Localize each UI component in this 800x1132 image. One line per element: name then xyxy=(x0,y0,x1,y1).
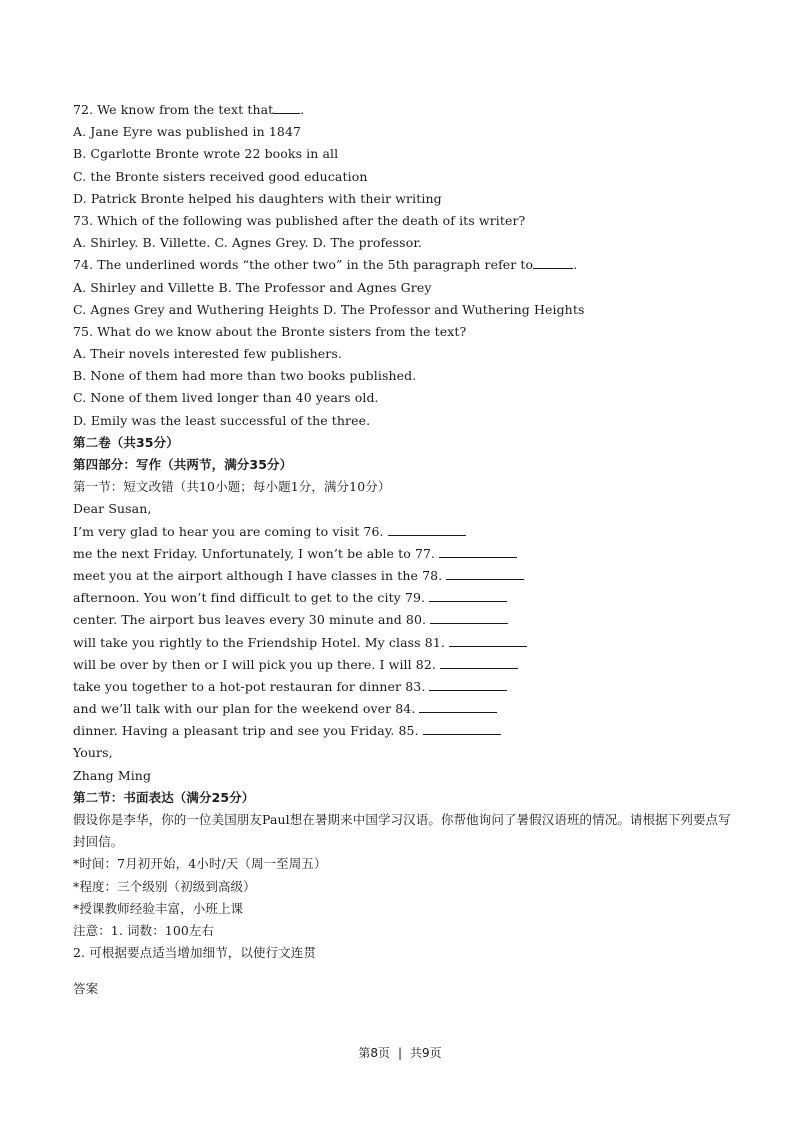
question-74-end: . xyxy=(573,257,578,273)
writing-point-3: *授课教师经验丰富，小班上课 xyxy=(73,900,244,916)
writing-point-1: *时间：7月初开始，4小时/天（周一至周五） xyxy=(73,856,327,872)
spacer xyxy=(73,964,738,978)
answer-blank xyxy=(533,256,573,269)
answer-blank xyxy=(439,545,517,558)
footer-separator: | xyxy=(397,1046,403,1060)
volume-2-heading: 第二卷（共35分） xyxy=(73,434,179,450)
question-75: 75. What do we know about the Bronte sisters from the text? xyxy=(73,323,467,339)
page-number: 第8页 xyxy=(358,1046,390,1060)
writing-note-1: 注意：1. 词数：100左右 xyxy=(73,922,215,938)
writing-point-2: *程度：三个级别（初级到高级） xyxy=(73,878,256,894)
writing-note-2: 2. 可根据要点适当增加细节，以使行文连贯 xyxy=(73,945,317,961)
letter-line-text: will be over by then or I will pick you up there. I will 82. xyxy=(73,656,436,672)
letter-line xyxy=(73,521,738,543)
page-footer xyxy=(0,1044,800,1061)
letter-line xyxy=(73,654,738,676)
letter-line xyxy=(73,632,738,654)
letter-line xyxy=(73,720,738,742)
question-74 xyxy=(73,254,738,276)
letter-line xyxy=(73,698,738,720)
answer-label: 答案 xyxy=(73,981,99,997)
section-1-heading: 第一节：短文改错（共10小题；每小题1分，满分10分） xyxy=(73,479,391,495)
options-73: A. Shirley. B. Villette. C. Agnes Grey. D. The professor. xyxy=(73,235,423,251)
answer-blank xyxy=(449,634,527,647)
option-75-d: D. Emily was the least successful of the three. xyxy=(73,412,371,428)
options-74-cd: C. Agnes Grey and Wuthering Heights D. The Professor and Wuthering Heights xyxy=(73,301,585,317)
letter-line-text: meet you at the airport although I have classes in the 78. xyxy=(73,567,443,583)
answer-blank xyxy=(429,678,507,691)
letter-salutation: Dear Susan, xyxy=(73,501,152,517)
letter-closing: Yours, xyxy=(73,745,113,761)
letter-line xyxy=(73,676,738,698)
letter-line xyxy=(73,543,738,565)
question-74-text: 74. The underlined words “the other two” in the 5th paragraph refer to xyxy=(73,257,534,273)
answer-blank xyxy=(429,589,507,602)
question-73: 73. Which of the following was published after the death of its writer? xyxy=(73,212,526,228)
question-72-end: . xyxy=(300,102,305,117)
option-72-c: C. the Bronte sisters received good education xyxy=(73,168,368,184)
letter-line-text: take you together to a hot-pot restauran for dinner 83. xyxy=(73,678,426,694)
page-content xyxy=(73,99,738,1001)
options-74-ab: A. Shirley and Villette B. The Professor and Agnes Grey xyxy=(73,279,432,295)
option-72-b: B. Cgarlotte Bronte wrote 22 books in all xyxy=(73,146,339,162)
letter-line-text: me the next Friday. Unfortunately, I won’t be able to 77. xyxy=(73,545,436,561)
answer-blank xyxy=(388,523,466,536)
answer-blank xyxy=(440,656,518,669)
letter-line-text: dinner. Having a pleasant trip and see you Friday. 85. xyxy=(73,723,419,739)
option-72-a: A. Jane Eyre was published in 1847 xyxy=(73,124,302,140)
letter-signature: Zhang Ming xyxy=(73,767,152,783)
writing-prompt: 假设你是李华，你的一位美国朋友Paul想在暑期来中国学习汉语。你帮他询问了暑假汉语班的情况。请根据下列要点写封回信。 xyxy=(73,812,731,850)
letter-line-text: center. The airport bus leaves every 30 minute and 80. xyxy=(73,612,427,628)
option-72-d: D. Patrick Bronte helped his daughters with their writing xyxy=(73,190,442,206)
question-72-text: 72. We know from the text that xyxy=(73,102,274,117)
letter-line-text: I’m very glad to hear you are coming to visit 76. xyxy=(73,523,384,539)
page-total: 共9页 xyxy=(410,1046,442,1060)
answer-blank xyxy=(423,722,501,735)
letter-line-text: will take you rightly to the Friendship Hotel. My class 81. xyxy=(73,634,445,650)
section-2-heading: 第二节：书面表达（满分25分） xyxy=(73,789,255,805)
letter-line-text: afternoon. You won’t find difficult to get to the city 79. xyxy=(73,590,426,606)
answer-blank xyxy=(273,101,300,114)
option-75-a: A. Their novels interested few publishers. xyxy=(73,346,342,362)
question-72 xyxy=(73,99,738,121)
letter-line-text: and we’ll talk with our plan for the weekend over 84. xyxy=(73,701,416,717)
letter-line xyxy=(73,609,738,631)
letter-line xyxy=(73,565,738,587)
answer-blank xyxy=(446,567,524,580)
option-75-b: B. None of them had more than two books published. xyxy=(73,368,417,384)
part-4-heading: 第四部分：写作（共两节，满分35分） xyxy=(73,457,293,472)
answer-blank xyxy=(419,700,497,713)
option-75-c: C. None of them lived longer than 40 years old. xyxy=(73,390,379,406)
answer-blank xyxy=(430,611,508,624)
letter-line xyxy=(73,587,738,609)
